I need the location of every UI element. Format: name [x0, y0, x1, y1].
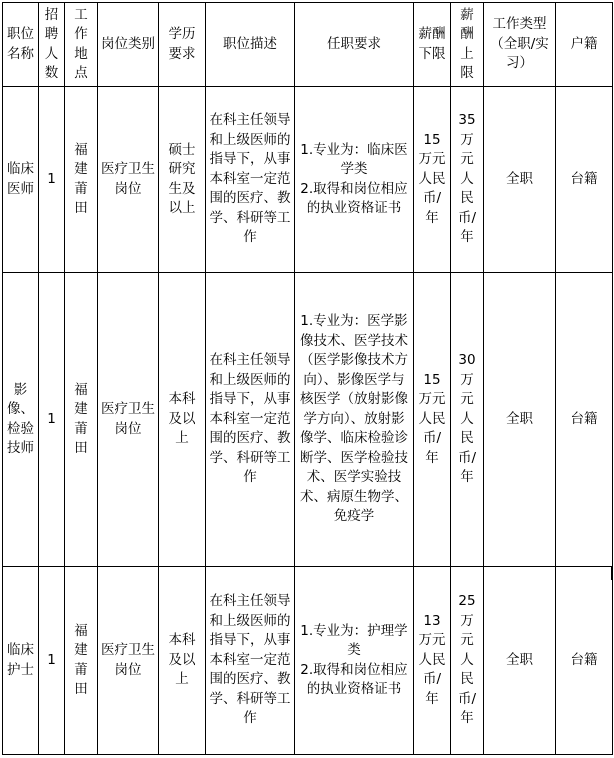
table-row — [3, 567, 613, 755]
cell-household: 台籍 — [556, 567, 613, 755]
cell-salary-max: 25万元人民币/年 — [451, 567, 484, 755]
cell-description: 在科主任领导和上级医师的指导下，从事本科室一定范围的医疗、教学、科研等工作 — [206, 567, 295, 755]
cell-education: 本科及以上 — [159, 567, 206, 755]
header-headcount: 招聘人数 — [39, 3, 65, 87]
cell-headcount: 1 — [39, 87, 65, 273]
cell-requirements — [295, 567, 414, 755]
cell-salary-min: 13万元人民币/年 — [414, 567, 451, 755]
cell-headcount: 1 — [39, 567, 65, 755]
header-salary-max: 薪酬上限 — [451, 3, 484, 87]
recruitment-table — [2, 2, 613, 755]
cell-position-name: 临床医师 — [3, 87, 39, 273]
cell-household: 台籍 — [556, 87, 613, 273]
cell-requirements — [295, 273, 414, 567]
cell-category: 医疗卫生岗位 — [98, 273, 159, 567]
cell-position-name: 影像、检验技师 — [3, 273, 39, 567]
cell-job-type: 全职 — [484, 273, 556, 567]
cell-description: 在科主任领导和上级医师的指导下，从事本科室一定范围的医疗、教学、科研等工作 — [206, 87, 295, 273]
header-description: 职位描述 — [206, 3, 295, 87]
cell-category: 医疗卫生岗位 — [98, 567, 159, 755]
cell-category: 医疗卫生岗位 — [98, 87, 159, 273]
cell-education: 硕士研究生及以上 — [159, 87, 206, 273]
requirement-line: 1.专业为：医学影像技术、医学技术（医学影像技术方向）、影像医学与核医学（放射影像学方向）、放射影像学、临床检验诊断学、医学检验技术、医学实验技术、病原生物学、免疫学 — [300, 313, 408, 525]
header-job-type: 工作类型（全职/实习） — [484, 3, 556, 87]
cell-education: 本科及以上 — [159, 273, 206, 567]
cell-salary-min: 15万元人民币/年 — [414, 87, 451, 273]
cell-location: 福建莆田 — [65, 87, 98, 273]
table-row — [3, 87, 613, 273]
page-edge-marker — [611, 566, 613, 580]
cell-position-name: 临床护士 — [3, 567, 39, 755]
header-salary-min: 薪酬下限 — [414, 3, 451, 87]
cell-salary-min: 15万元人民币/年 — [414, 273, 451, 567]
cell-salary-max: 30万元人民币/年 — [451, 273, 484, 567]
requirement-line: 1.专业为：护理学类 — [300, 622, 408, 658]
header-category: 岗位类别 — [98, 3, 159, 87]
cell-headcount: 1 — [39, 273, 65, 567]
cell-requirements — [295, 87, 414, 273]
cell-location: 福建莆田 — [65, 567, 98, 755]
cell-job-type: 全职 — [484, 87, 556, 273]
table-row — [3, 273, 613, 567]
header-row — [3, 3, 613, 87]
requirement-line: 2.取得和岗位相应的执业资格证书 — [300, 180, 408, 216]
requirement-line: 2.取得和岗位相应的执业资格证书 — [300, 661, 408, 697]
header-education: 学历要求 — [159, 3, 206, 87]
header-household: 户籍 — [556, 3, 613, 87]
header-requirements: 任职要求 — [295, 3, 414, 87]
header-location: 工作地点 — [65, 3, 98, 87]
cell-household: 台籍 — [556, 273, 613, 567]
requirement-line: 1.专业为：临床医学类 — [300, 141, 408, 177]
cell-job-type: 全职 — [484, 567, 556, 755]
cell-description: 在科主任领导和上级医师的指导下，从事本科室一定范围的医疗、教学、科研等工作 — [206, 273, 295, 567]
cell-location: 福建莆田 — [65, 273, 98, 567]
cell-salary-max: 35万元人民币/年 — [451, 87, 484, 273]
header-position-name: 职位名称 — [3, 3, 39, 87]
